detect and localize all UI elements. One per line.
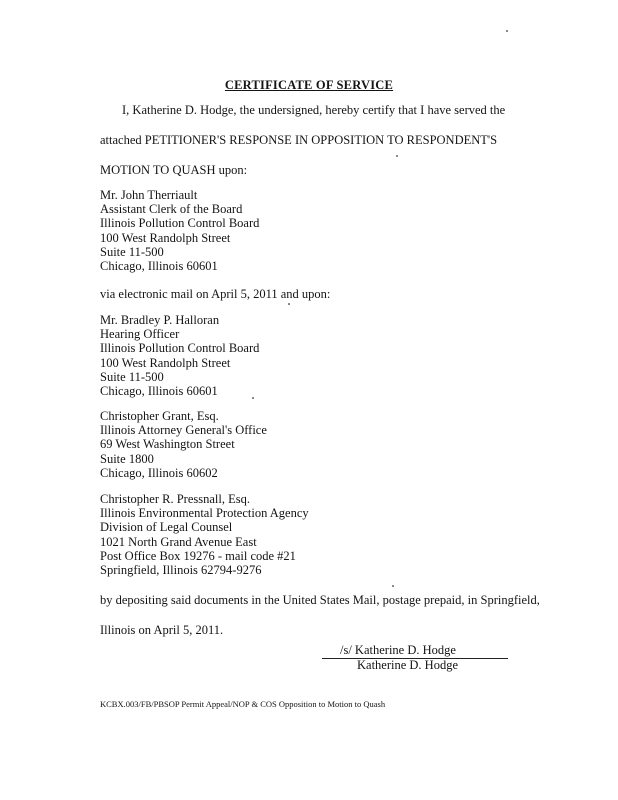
address-line: 69 West Washington Street: [100, 437, 235, 452]
mail-service-line: by depositing said documents in the United States Mail, postage prepaid, in Springfield,: [100, 593, 540, 607]
address-line: Illinois Environmental Protection Agency: [100, 506, 309, 521]
electronic-signature: /s/ Katherine D. Hodge: [340, 643, 456, 657]
scan-speck: [506, 30, 508, 32]
address-line: Suite 11-500: [100, 244, 164, 259]
address-line: Chicago, Illinois 60601: [100, 384, 218, 399]
address-line: Illinois Pollution Control Board: [100, 341, 260, 356]
document-served-line: attached PETITIONER'S RESPONSE IN OPPOSITION TO RESPONDENT'S: [100, 133, 498, 147]
scan-speck: [392, 585, 394, 587]
recipient-iepa-address: [100, 492, 309, 577]
scan-speck: [252, 397, 254, 399]
address-line: Mr. John Therriault: [100, 188, 198, 202]
recipient-hearing-officer-address: [100, 313, 259, 398]
document-title: CERTIFICATE OF SERVICE: [224, 78, 394, 92]
certify-statement: I, Katherine D. Hodge, the undersigned, hereby certify that I have served the: [122, 103, 506, 117]
address-line: Hearing Officer: [100, 327, 180, 342]
address-line: 100 West Randolph Street: [100, 230, 231, 245]
service-date-line: Illinois on April 5, 2011.: [100, 623, 224, 637]
address-line: Post Office Box 19276 - mail code #21: [100, 548, 296, 563]
motion-line: MOTION TO QUASH upon:: [100, 163, 248, 177]
signer-name: Katherine D. Hodge: [357, 658, 459, 672]
document-footer: KCBX.003/FB/PBSOP Permit Appeal/NOP & COS Opposition to Motion to Quash: [100, 699, 386, 709]
address-line: Illinois Pollution Control Board: [100, 216, 260, 231]
address-line: Illinois Attorney General's Office: [100, 423, 267, 438]
recipient-clerk-address: [100, 188, 259, 273]
address-line: Mr. Bradley P. Halloran: [100, 313, 220, 327]
electronic-service-line: via electronic mail on April 5, 2011 and upon:: [100, 287, 331, 301]
address-line: Christopher R. Pressnall, Esq.: [100, 492, 250, 506]
address-line: 100 West Randolph Street: [100, 355, 231, 370]
address-line: Division of Legal Counsel: [100, 520, 233, 535]
address-line: Assistant Clerk of the Board: [100, 202, 243, 217]
address-line: 1021 North Grand Avenue East: [100, 534, 257, 549]
scan-speck: [288, 303, 290, 305]
recipient-attorney-general-address: [100, 409, 267, 480]
address-line: Christopher Grant, Esq.: [100, 409, 219, 423]
address-line: Suite 1800: [100, 451, 154, 466]
scan-speck: [396, 155, 398, 157]
address-line: Springfield, Illinois 62794-9276: [100, 563, 262, 578]
address-line: Chicago, Illinois 60601: [100, 259, 218, 274]
address-line: Suite 11-500: [100, 369, 164, 384]
address-line: Chicago, Illinois 60602: [100, 465, 218, 480]
